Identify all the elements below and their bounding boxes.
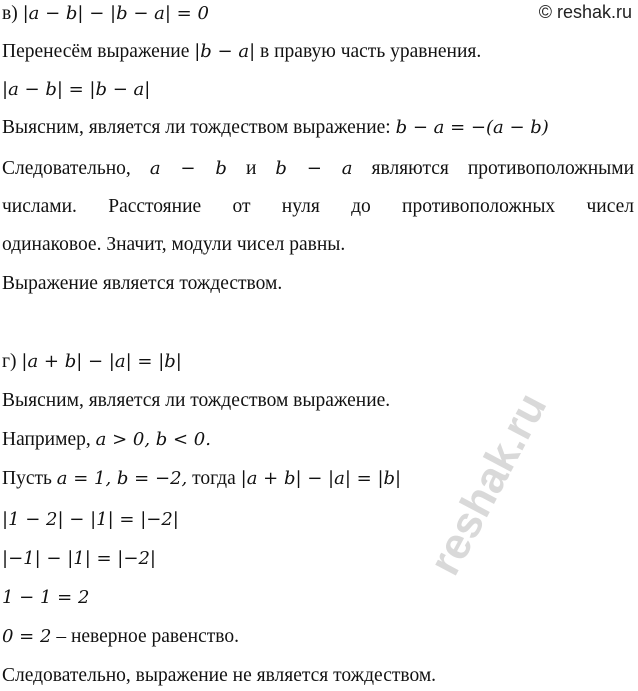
section-g-example-line — [2, 428, 211, 452]
section-g-then-expr: |a + b| − |a| = |b| — [240, 468, 402, 489]
section-v-conclusion-rest: являются противоположными — [371, 158, 635, 179]
section-v-line2 — [2, 195, 634, 219]
section-v-check-text: Выясним, является ли тождеством выражение: — [2, 117, 391, 138]
section-v-check-line — [2, 116, 549, 140]
section-v-expr1: a − b — [149, 158, 227, 179]
section-g-step3 — [2, 586, 89, 610]
section-g-check-text: Выясним, является ли тождеством выражение. — [2, 390, 391, 411]
section-v-moved-equation — [2, 78, 150, 102]
section-g-check-line — [2, 389, 390, 413]
section-v-heading — [2, 2, 209, 26]
section-g-step4 — [2, 625, 239, 649]
section-v-conclusion-start: Следовательно, — [2, 158, 131, 179]
section-g-example-text: Например, — [2, 429, 91, 450]
section-v-line3 — [2, 233, 345, 257]
section-g-step2 — [2, 547, 156, 571]
section-v-move-text: Перенесём выражение — [2, 41, 190, 62]
section-v-check-expr: b − a = −(a − b) — [395, 117, 549, 138]
section-g-example-expr: a > 0, b < 0. — [95, 429, 211, 450]
section-g-equation: |a + b| − |a| = |b| — [21, 351, 182, 372]
section-v-equation: |a − b| − |b − a| = 0 — [22, 3, 209, 24]
section-g-result-text: Следовательно, выражение не является тождеством. — [2, 665, 437, 686]
section-v-line2-text: числами. Расстояние от нуля до противоположных чисел — [2, 196, 634, 217]
section-v-move-text2: в правую часть уравнения. — [260, 41, 482, 62]
section-v-label: в) — [2, 3, 18, 24]
section-g-step4-text: – неверное равенство. — [56, 626, 239, 647]
section-g-let-text: Пусть — [2, 468, 52, 489]
section-g-let-line — [2, 467, 401, 491]
section-g-heading — [2, 350, 182, 374]
section-g-let-expr: a = 1, b = −2, — [56, 468, 188, 489]
section-v-result-text: Выражение является тождеством. — [2, 273, 283, 294]
section-v-move-expr: |b − a| — [194, 41, 256, 62]
section-v-conj: и — [245, 158, 257, 179]
section-v-expr2: b − a — [275, 158, 353, 179]
copyright-mark: © reshak.ru — [538, 2, 632, 22]
section-g-step2-expr: |−1| − |1| = |−2| — [2, 548, 156, 569]
section-v-move-line — [2, 40, 481, 64]
watermark: reshak.ru — [420, 385, 557, 584]
section-v-moved-equation-text: |a − b| = |b − a| — [2, 79, 151, 100]
section-g-label: г) — [2, 351, 17, 372]
section-g-result — [2, 664, 436, 688]
section-g-then-text: тогда — [192, 468, 236, 489]
section-v-line3-text: одинаковое. Значит, модули чисел равны. — [2, 234, 346, 255]
section-g-step1-expr: |1 − 2| − |1| = |−2| — [2, 509, 179, 530]
section-g-step3-expr: 1 − 1 = 2 — [2, 587, 90, 608]
section-g-step1 — [2, 508, 179, 532]
section-v-result — [2, 272, 282, 296]
section-g-step4-expr: 0 = 2 — [2, 626, 52, 647]
section-v-conclusion-line — [2, 157, 634, 181]
